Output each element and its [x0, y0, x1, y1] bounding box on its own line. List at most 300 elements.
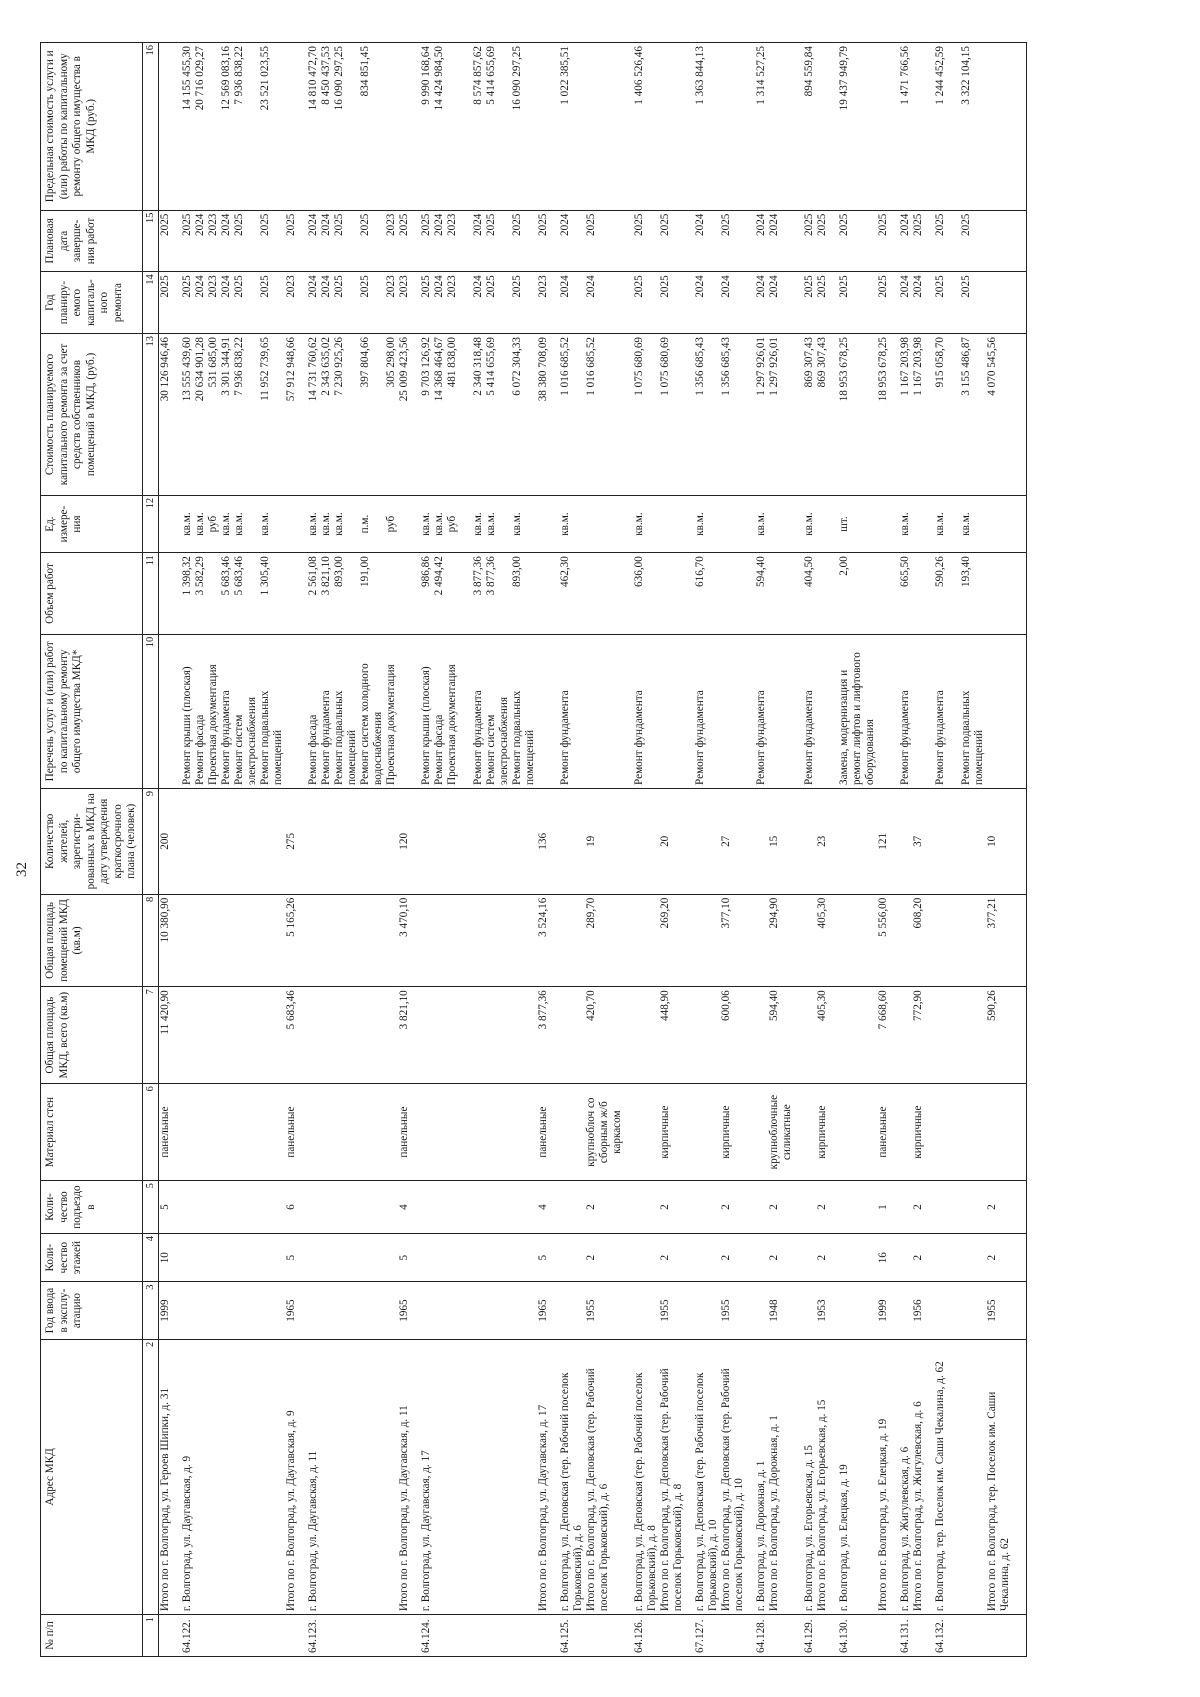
cell-completion-date [986, 210, 1027, 272]
cell-max-cost [986, 43, 1027, 211]
cell-total-area [550, 987, 585, 1084]
cell-total-area: 448,90 [659, 987, 685, 1084]
header-total-area: Общая площадь МКД, всего (кв.м) [41, 987, 143, 1084]
cell-completion-date: 2024 [685, 210, 720, 272]
column-number: 16 [142, 43, 159, 211]
cell-works-list [816, 634, 829, 788]
cell-floors: 5 [537, 1233, 550, 1281]
cell-work-volume: 665,50 [890, 553, 912, 635]
cell-unit: кв.м. [550, 495, 585, 552]
cell-work-volume: 594,40 [746, 553, 768, 635]
cell-residents [829, 788, 877, 894]
header-max-cost: Предельная стоимость услуги и (или) работы по капитальному ремонту общего имущества в МКД (руб.) [41, 43, 143, 211]
cell-cost: 1 167 203,98 [912, 333, 925, 495]
cell-total-area: 7 668,60 [877, 987, 890, 1084]
cell-address: Итого по г. Волгоград, ул. Даугавская, д. 9 [285, 1339, 298, 1614]
cell-unit [659, 495, 685, 552]
cell-premises-area: 3 470,10 [398, 894, 411, 987]
cell-completion-date: 2025 [794, 210, 816, 272]
table-row [398, 43, 411, 1657]
cell-total-area [794, 987, 816, 1084]
cell-work-volume: 616,70 [685, 553, 720, 635]
cell-works-list: Ремонт фундамента [746, 634, 768, 788]
cell-premises-area: 10 380,90 [159, 894, 173, 987]
table-row [925, 43, 986, 1657]
column-number: 12 [142, 495, 159, 552]
cell-max-cost [398, 43, 411, 211]
cell-wall-material: панельные [398, 1084, 411, 1181]
cell-max-cost [816, 43, 829, 211]
cell-residents: 10 [986, 788, 1027, 894]
cell-completion-date: 2025 [912, 210, 925, 272]
cell-year-built: 1999 [159, 1282, 173, 1339]
cell-year-built [829, 1282, 877, 1339]
cell-repair-year: 2025 [829, 272, 877, 334]
cell-max-cost: 9 990 168,64 14 424 984,50 8 574 857,62 5 414 655,69 16 090 297,25 [411, 43, 537, 211]
cell-unit [768, 495, 794, 552]
cell-max-cost [877, 43, 890, 211]
cell-residents: 27 [720, 788, 746, 894]
cell-year-built: 1955 [585, 1282, 624, 1339]
cell-row-number [768, 1615, 794, 1657]
cell-address: Итого по г. Волгоград, ул. Дорожная, д. 1 [768, 1339, 794, 1614]
cell-residents: 120 [398, 788, 411, 894]
cell-row-number [816, 1615, 829, 1657]
cell-max-cost: 894 559,84 [794, 43, 816, 211]
cell-row-number: 64.124. [411, 1615, 537, 1657]
cell-premises-area: 5 165,26 [285, 894, 298, 987]
cell-works-list [285, 634, 298, 788]
cell-address: Итого по г. Волгоград, тер. Поселок им. Саши Чекалина, д. 62 [986, 1339, 1027, 1614]
cell-works-list: Ремонт фундамента [685, 634, 720, 788]
cell-year-built [685, 1282, 720, 1339]
column-number: 15 [142, 210, 159, 272]
cell-works-list: Ремонт фундамента [794, 634, 816, 788]
cell-work-volume: 2,00 [829, 553, 877, 635]
cell-residents: 23 [816, 788, 829, 894]
column-number: 4 [142, 1233, 159, 1281]
cell-entrances: 2 [986, 1181, 1027, 1234]
cell-work-volume: 404,50 [794, 553, 816, 635]
header-year-built: Год ввода в эксплу-атацию [41, 1282, 143, 1339]
cell-wall-material: кирпичные [659, 1084, 685, 1181]
cell-row-number: 64.126. [624, 1615, 659, 1657]
header-completion-date: Плановая дата заверше-ния работ [41, 210, 143, 272]
header-residents: Количество жителей, зарегистри-рованных в МКД на дату утверждения краткосрочного плана (человек) [41, 788, 143, 894]
cell-max-cost: 1 314 527,25 [746, 43, 768, 211]
cell-entrances: 2 [585, 1181, 624, 1234]
cell-floors: 2 [585, 1233, 624, 1281]
cell-works-list [659, 634, 685, 788]
cell-repair-year: 2025 [159, 272, 173, 334]
cell-cost: 1 356 685,43 [720, 333, 746, 495]
cell-residents [746, 788, 768, 894]
cell-residents [624, 788, 659, 894]
cell-premises-area [550, 894, 585, 987]
cell-address: Итого по г. Волгоград, ул. Героев Шипки, д. 31 [159, 1339, 173, 1614]
cell-max-cost: 1 022 385,51 [550, 43, 585, 211]
cell-works-list: Ремонт фундамента [624, 634, 659, 788]
cell-repair-year: 2025 [794, 272, 816, 334]
cell-works-list [537, 634, 550, 788]
cell-unit [585, 495, 624, 552]
cell-repair-year: 2025 [659, 272, 685, 334]
cell-residents [925, 788, 986, 894]
cell-entrances [794, 1181, 816, 1234]
header-entrances: Коли-чество подъездо в [41, 1181, 143, 1234]
cell-year-built: 1965 [398, 1282, 411, 1339]
cell-year-built [890, 1282, 912, 1339]
cell-address: Итого по г. Волгоград, ул. Даугавская, д. 11 [398, 1339, 411, 1614]
cell-works-list [720, 634, 746, 788]
cell-floors [925, 1233, 986, 1281]
cell-completion-date: 2024 [746, 210, 768, 272]
cell-residents: 275 [285, 788, 298, 894]
cell-residents: 37 [912, 788, 925, 894]
cell-completion-date: 2025 2024 2023 2024 2025 2025 [172, 210, 285, 272]
cell-floors: 5 [285, 1233, 298, 1281]
cell-works-list: Ремонт фасада Ремонт фундамента Ремонт подвальных помещений Ремонт систем холодного водоснабжения Проектная документация [298, 634, 398, 788]
cell-row-number [537, 1615, 550, 1657]
cell-year-built [624, 1282, 659, 1339]
cell-address: Итого по г. Волгоград, ул. Егорьевская, д. 15 [816, 1339, 829, 1614]
table-row [159, 43, 173, 1657]
cell-year-built: 1955 [659, 1282, 685, 1339]
cell-cost: 1 075 680,69 [624, 333, 659, 495]
cell-row-number: 64.125. [550, 1615, 585, 1657]
cell-max-cost [585, 43, 624, 211]
cell-floors [172, 1233, 285, 1281]
cell-work-volume [720, 553, 746, 635]
cell-total-area [829, 987, 877, 1084]
cell-wall-material: кирпичные [912, 1084, 925, 1181]
cell-residents [411, 788, 537, 894]
cell-entrances: 5 [159, 1181, 173, 1234]
cell-year-built: 1955 [720, 1282, 746, 1339]
table-row [816, 43, 829, 1657]
cell-completion-date: 2025 [877, 210, 890, 272]
cell-works-list: Ремонт крыши (плоская) Ремонт фасада Проектная документация Ремонт фундамента Ремонт систем электроснабжения Ремонт подвальных помещений [411, 634, 537, 788]
cell-repair-year: 2024 [768, 272, 794, 334]
cell-work-volume [537, 553, 550, 635]
cell-residents: 15 [768, 788, 794, 894]
cell-entrances: 6 [285, 1181, 298, 1234]
cell-work-volume: 636,00 [624, 553, 659, 635]
cell-year-built [298, 1282, 398, 1339]
cell-max-cost [720, 43, 746, 211]
cell-premises-area [925, 894, 986, 987]
cell-max-cost: 19 437 949,79 [829, 43, 877, 211]
cell-completion-date: 2025 [816, 210, 829, 272]
cell-max-cost [285, 43, 298, 211]
cell-residents [685, 788, 720, 894]
cell-repair-year: 2023 [285, 272, 298, 334]
column-number: 1 [142, 1615, 159, 1657]
cell-max-cost: 1 471 766,56 [890, 43, 912, 211]
cell-year-built [550, 1282, 585, 1339]
cell-wall-material: панельные [159, 1084, 173, 1181]
cell-premises-area [411, 894, 537, 987]
cell-cost: 1 167 203,98 [890, 333, 912, 495]
cell-premises-area [685, 894, 720, 987]
cell-floors: 10 [159, 1233, 173, 1281]
cell-address: Итого по г. Волгоград, ул. Жигулевская, д. 6 [912, 1339, 925, 1614]
header-cost: Стоимость планируемого капитального ремонта за счет средств собственников помещений в МКД, (руб.) [41, 333, 143, 495]
cell-year-built: 1956 [912, 1282, 925, 1339]
column-number: 6 [142, 1084, 159, 1181]
cell-premises-area [829, 894, 877, 987]
cell-entrances [685, 1181, 720, 1234]
cell-entrances [890, 1181, 912, 1234]
cell-work-volume [816, 553, 829, 635]
cell-floors [624, 1233, 659, 1281]
cell-residents [890, 788, 912, 894]
cell-completion-date: 2025 [398, 210, 411, 272]
cell-floors [829, 1233, 877, 1281]
column-number: 11 [142, 553, 159, 635]
cell-repair-year: 2025 2024 2023 2024 2025 2025 [172, 272, 285, 334]
cell-premises-area [172, 894, 285, 987]
cell-unit: кв.м. [685, 495, 720, 552]
cell-max-cost: 1 406 526,46 [624, 43, 659, 211]
cell-work-volume [585, 553, 624, 635]
cell-work-volume: 986,86 2 494,42 3 877,36 3 877,36 893,00 [411, 553, 537, 635]
cell-work-volume: 462,30 [550, 553, 585, 635]
cell-completion-date: 2025 [829, 210, 877, 272]
cell-wall-material: панельные [537, 1084, 550, 1181]
cell-max-cost [912, 43, 925, 211]
cell-cost: 1 297 926,01 [746, 333, 768, 495]
cell-max-cost: 1 244 452,59 3 322 104,15 [925, 43, 986, 211]
cell-completion-date: 2025 [659, 210, 685, 272]
cell-wall-material [172, 1084, 285, 1181]
cell-floors [550, 1233, 585, 1281]
cell-completion-date: 2025 [624, 210, 659, 272]
cell-entrances [550, 1181, 585, 1234]
cell-wall-material [298, 1084, 398, 1181]
cell-floors: 2 [768, 1233, 794, 1281]
table-row [877, 43, 890, 1657]
cell-address: г. Волгоград, ул. Даугавская, д. 11 [298, 1339, 398, 1614]
cell-floors: 2 [816, 1233, 829, 1281]
cell-total-area [925, 987, 986, 1084]
cell-wall-material: панельные [877, 1084, 890, 1181]
cell-cost: 1 016 685,52 [550, 333, 585, 495]
cell-total-area [624, 987, 659, 1084]
cell-entrances [624, 1181, 659, 1234]
cell-year-built: 1948 [768, 1282, 794, 1339]
cell-unit [398, 495, 411, 552]
cell-completion-date: 2025 [585, 210, 624, 272]
cell-residents [298, 788, 398, 894]
cell-floors: 5 [398, 1233, 411, 1281]
cell-cost: 9 703 126,92 14 368 464,67 481 838,00 2 340 318,48 5 414 655,69 6 072 304,33 [411, 333, 537, 495]
cell-cost: 14 731 760,62 2 343 635,02 7 230 925,26 397 804,66 305 298,00 [298, 333, 398, 495]
header-floors: Коли-чество этажей [41, 1233, 143, 1281]
column-number: 3 [142, 1282, 159, 1339]
column-number: 2 [142, 1339, 159, 1614]
cell-repair-year: 2025 2025 [925, 272, 986, 334]
cell-year-built [746, 1282, 768, 1339]
cell-completion-date: 2025 [537, 210, 550, 272]
cell-works-list [585, 634, 624, 788]
cell-entrances [172, 1181, 285, 1234]
table-row [585, 43, 624, 1657]
cell-cost: 869 307,43 [794, 333, 816, 495]
cell-work-volume: 1 398,32 3 582,29 5 683,46 5 683,46 1 305,40 [172, 553, 285, 635]
cell-wall-material [829, 1084, 877, 1181]
cell-total-area: 11 420,90 [159, 987, 173, 1084]
table-row [912, 43, 925, 1657]
cell-work-volume [398, 553, 411, 635]
cell-repair-year: 2024 [685, 272, 720, 334]
cell-entrances: 2 [816, 1181, 829, 1234]
cell-cost: 18 953 678,25 [877, 333, 890, 495]
cell-unit [816, 495, 829, 552]
cell-works-list [398, 634, 411, 788]
cell-year-built: 1965 [285, 1282, 298, 1339]
cell-cost: 57 912 948,66 [285, 333, 298, 495]
table-row [659, 43, 685, 1657]
cell-address: г. Волгоград, ул. Даугавская, д. 17 [411, 1339, 537, 1614]
table-row [411, 43, 537, 1657]
cell-work-volume [159, 553, 173, 635]
cell-work-volume [912, 553, 925, 635]
cell-repair-year: 2025 [877, 272, 890, 334]
cell-works-list [912, 634, 925, 788]
cell-total-area [298, 987, 398, 1084]
table-row [794, 43, 816, 1657]
header-work-volume: Объем работ [41, 553, 143, 635]
cell-cost: 1 297 926,01 [768, 333, 794, 495]
cell-residents [172, 788, 285, 894]
header-repair-year: Год планиру-емого капиталь-ного ремонта [41, 272, 143, 334]
cell-address: г. Волгоград, ул. Егорьевская, д. 15 [794, 1339, 816, 1614]
cell-entrances: 1 [877, 1181, 890, 1234]
cell-max-cost [537, 43, 550, 211]
cell-unit [877, 495, 890, 552]
cell-premises-area [746, 894, 768, 987]
table-row [746, 43, 768, 1657]
cell-repair-year: 2024 [746, 272, 768, 334]
cell-wall-material [411, 1084, 537, 1181]
cell-total-area: 3 821,10 [398, 987, 411, 1084]
cell-residents: 20 [659, 788, 685, 894]
cell-unit [159, 495, 173, 552]
cell-residents: 19 [585, 788, 624, 894]
cell-cost: 25 009 423,56 [398, 333, 411, 495]
cell-premises-area: 405,30 [816, 894, 829, 987]
table-row [986, 43, 1027, 1657]
cell-row-number: 64.128. [746, 1615, 768, 1657]
cell-address: г. Волгоград, тер. Поселок им. Саши Чекалина, д. 62 [925, 1339, 986, 1614]
table-row [685, 43, 720, 1657]
cell-address: г. Волгоград, ул. Деповская (тер. Рабочий поселок Горьковский), д. 10 [685, 1339, 720, 1614]
cell-completion-date: 2024 2024 2025 2025 2023 [298, 210, 398, 272]
cell-total-area: 772,90 [912, 987, 925, 1084]
cell-repair-year: 2024 [720, 272, 746, 334]
cell-repair-year: 2023 [537, 272, 550, 334]
cell-max-cost [659, 43, 685, 211]
cell-row-number: 67.127. [685, 1615, 720, 1657]
cell-repair-year: 2023 [398, 272, 411, 334]
cell-completion-date: 2025 2024 2023 2024 2025 2025 [411, 210, 537, 272]
cell-unit: кв.м. [890, 495, 912, 552]
cell-works-list [768, 634, 794, 788]
table-row [890, 43, 912, 1657]
cell-unit: кв.м. кв.м. руб кв.м. кв.м. кв.м. [172, 495, 285, 552]
cell-completion-date: 2024 [550, 210, 585, 272]
cell-work-volume: 590,26 193,40 [925, 553, 986, 635]
table-row [537, 43, 550, 1657]
cell-completion-date: 2025 [159, 210, 173, 272]
cell-repair-year: 2025 [624, 272, 659, 334]
cell-row-number [398, 1615, 411, 1657]
cell-completion-date: 2025 [285, 210, 298, 272]
cell-total-area: 600,06 [720, 987, 746, 1084]
cell-completion-date: 2024 [890, 210, 912, 272]
cell-unit [720, 495, 746, 552]
cell-year-built: 1965 [537, 1282, 550, 1339]
header-premises-area: Общая площадь помещений МКД (кв.м) [41, 894, 143, 987]
cell-address: г. Волгоград, ул. Даугавская, д. 9 [172, 1339, 285, 1614]
cell-repair-year: 2024 [912, 272, 925, 334]
column-number: 8 [142, 894, 159, 987]
cell-repair-year [986, 272, 1027, 334]
cell-year-built [794, 1282, 816, 1339]
cell-premises-area: 608,20 [912, 894, 925, 987]
cell-row-number [285, 1615, 298, 1657]
cell-works-list [877, 634, 890, 788]
cell-address: Итого по г. Волгоград, ул. Деповская (тер. Рабочий поселок Горьковский), д. 8 [659, 1339, 685, 1614]
cell-row-number: 64.122. [172, 1615, 285, 1657]
cell-premises-area [794, 894, 816, 987]
cell-repair-year: 2024 [890, 272, 912, 334]
cell-residents: 200 [159, 788, 173, 894]
cell-row-number [159, 1615, 173, 1657]
cell-row-number: 64.129. [794, 1615, 816, 1657]
cell-row-number: 64.132. [925, 1615, 986, 1657]
cell-total-area [746, 987, 768, 1084]
table-row [768, 43, 794, 1657]
cell-entrances: 2 [659, 1181, 685, 1234]
cell-entrances: 4 [537, 1181, 550, 1234]
table-row [829, 43, 877, 1657]
cell-repair-year: 2024 2024 2025 2025 2023 [298, 272, 398, 334]
cell-entrances [829, 1181, 877, 1234]
cell-repair-year: 2024 [550, 272, 585, 334]
cell-unit [912, 495, 925, 552]
cell-total-area [172, 987, 285, 1084]
cell-premises-area [624, 894, 659, 987]
cell-cost: 869 307,43 [816, 333, 829, 495]
cell-unit: кв.м. [794, 495, 816, 552]
cell-cost: 18 953 678,25 [829, 333, 877, 495]
cell-floors [794, 1233, 816, 1281]
cell-wall-material [624, 1084, 659, 1181]
cell-cost: 1 016 685,52 [585, 333, 624, 495]
cell-premises-area [298, 894, 398, 987]
cell-address: г. Волгоград, ул. Елецкая, д. 19 [829, 1339, 877, 1614]
cell-wall-material: крупноблоч со сборным ж/б каркасом [585, 1084, 624, 1181]
cell-entrances: 4 [398, 1181, 411, 1234]
cell-entrances [411, 1181, 537, 1234]
cell-works-list: Замена, модернизация и ремонт лифтов и лифтового оборудования [829, 634, 877, 788]
header-address: Адрес МКД [41, 1339, 143, 1614]
cell-year-built [172, 1282, 285, 1339]
cell-floors: 2 [986, 1233, 1027, 1281]
cell-wall-material [986, 1084, 1027, 1181]
